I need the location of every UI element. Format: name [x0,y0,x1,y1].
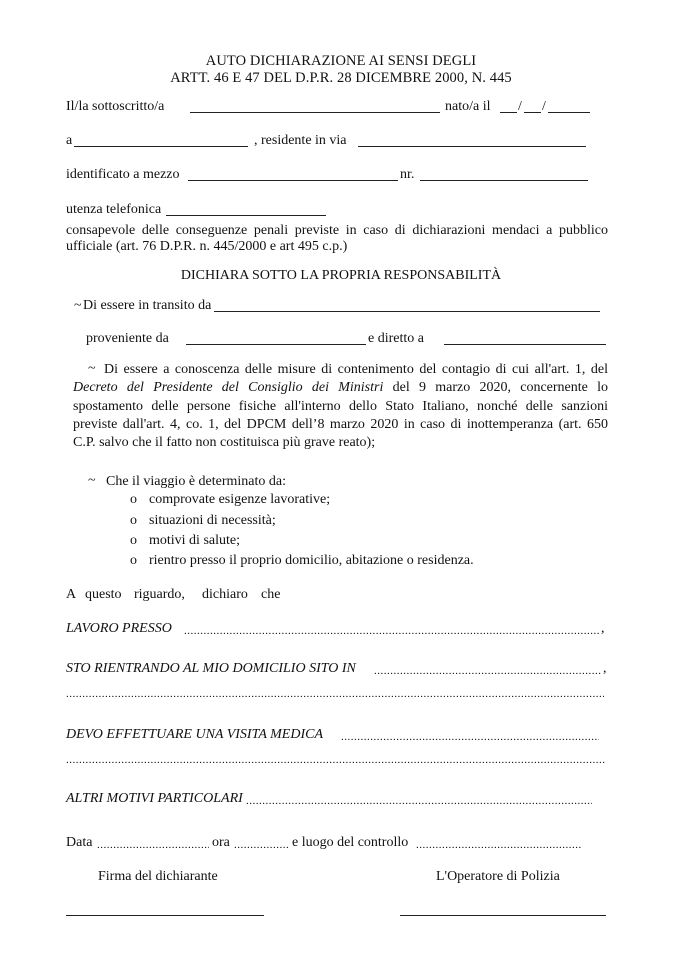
option-marker[interactable]: o [130,492,137,507]
conoscenza-line-2-rest: del 9 marzo 2020, concernente lo [392,380,609,395]
lavoro-presso-field[interactable] [184,625,600,637]
date-slash-1: / [518,99,522,114]
firma-operatore-field[interactable] [400,915,606,916]
rientro-domicilio-label: STO RIENTRANDO AL MIO DOMICILIO SITO IN [66,661,356,676]
luogo-label: e luogo del controllo [292,835,409,850]
proveniente-field[interactable] [186,344,366,345]
consapevole-line-1: consapevole delle conseguenze penali previste in caso di dichiarazioni mendaci a pubblico [66,223,608,238]
conoscenza-line-4: previste dall'art. 4, co. 1, del DPCM dell’8 marzo 2020 in caso di inottemperanza (art. 650 [73,417,608,432]
diretto-field[interactable] [444,344,606,345]
luogo-field[interactable] [416,839,582,851]
data-label: Data [66,835,93,850]
altri-motivi-label: ALTRI MOTIVI PARTICOLARI [66,791,243,806]
birth-day-field[interactable] [500,112,517,113]
form-title-line-2: ARTT. 46 E 47 DEL D.P.R. 28 DICEMBRE 2000, N. 445 [170,70,512,86]
utenza-label: utenza telefonica [66,202,162,217]
sottoscritto-label: Il/la sottoscritto/a [66,99,165,114]
rientro-comma: , [603,661,607,676]
id-document-field[interactable] [188,180,398,181]
nr-label: nr. [400,167,415,182]
birth-year-field[interactable] [548,112,590,113]
identificato-label: identificato a mezzo [66,167,180,182]
name-field[interactable] [190,112,440,113]
ora-field[interactable] [234,839,288,851]
transito-bullet: ~ [74,298,82,313]
birthplace-field[interactable] [74,146,248,147]
data-field[interactable] [97,839,209,851]
option-salute: motivi di salute; [149,533,240,548]
operatore-polizia-label: L'Operatore di Polizia [436,869,560,884]
visita-medica-field[interactable] [341,731,599,743]
firma-dichiarante-label: Firma del dichiarante [98,869,218,884]
lavoro-presso-label: LAVORO PRESSO [66,621,172,636]
visita-medica-label: DEVO EFFETTUARE UNA VISITA MEDICA [66,727,323,742]
option-rientro: rientro presso il proprio domicilio, abitazione o residenza. [149,553,474,568]
option-necessita: situazioni di necessità; [149,513,276,528]
riguardo-word-1: A [66,587,77,602]
viaggio-label: Che il viaggio è determinato da: [106,474,287,489]
transito-label: Di essere in transito da [83,298,212,313]
lavoro-comma: , [601,621,605,636]
riguardo-word-3: riguardo, [134,587,185,602]
diretto-label: e diretto a [368,331,424,346]
nato-label: nato/a il [445,99,491,114]
dpcm-reference: Decreto del Presidente del Consiglio dei Ministri [73,380,384,395]
dichiara-heading: DICHIARA SOTTO LA PROPRIA RESPONSABILITÀ [180,268,502,283]
consapevole-line-2: ufficiale (art. 76 D.P.R. n. 445/2000 e art 495 c.p.) [66,239,348,254]
riguardo-word-4: dichiaro [202,587,248,602]
birth-month-field[interactable] [524,112,541,113]
proveniente-label: proveniente da [86,331,169,346]
conoscenza-line-5: C.P. salvo che il fatto non costituisca più grave reato); [73,435,376,450]
conoscenza-line-1: Di essere a conoscenza delle misure di contenimento del contagio di cui all'art. 1, del [104,362,608,377]
transito-field[interactable] [214,311,600,312]
domicilio-field-line-2[interactable] [66,688,604,700]
birthplace-label: a [66,133,73,148]
id-number-field[interactable] [420,180,588,181]
viaggio-bullet: ~ [88,473,96,488]
conoscenza-line-3: spostamento delle persone fisiche all'interno dello Stato Italiano, nonché delle sanzioni [73,399,608,414]
address-field[interactable] [358,146,586,147]
riguardo-word-5: che [261,587,281,602]
residente-label: , residente in via [254,133,347,148]
form-title-line-1: AUTO DICHIARAZIONE AI SENSI DEGLI [205,53,477,69]
option-lavorative: comprovate esigenze lavorative; [149,492,331,507]
conoscenza-line-2 [73,379,608,396]
domicilio-field[interactable] [374,665,602,677]
option-marker[interactable]: o [130,533,137,548]
ora-label: ora [212,835,230,850]
option-marker[interactable]: o [130,553,137,568]
date-slash-2: / [542,99,546,114]
option-marker[interactable]: o [130,513,137,528]
firma-dichiarante-field[interactable] [66,915,264,916]
visita-medica-field-line-2[interactable] [66,754,606,766]
phone-field[interactable] [166,215,326,216]
altri-motivi-field[interactable] [246,795,592,807]
conoscenza-bullet: ~ [88,361,96,376]
riguardo-word-2: questo [85,587,122,602]
